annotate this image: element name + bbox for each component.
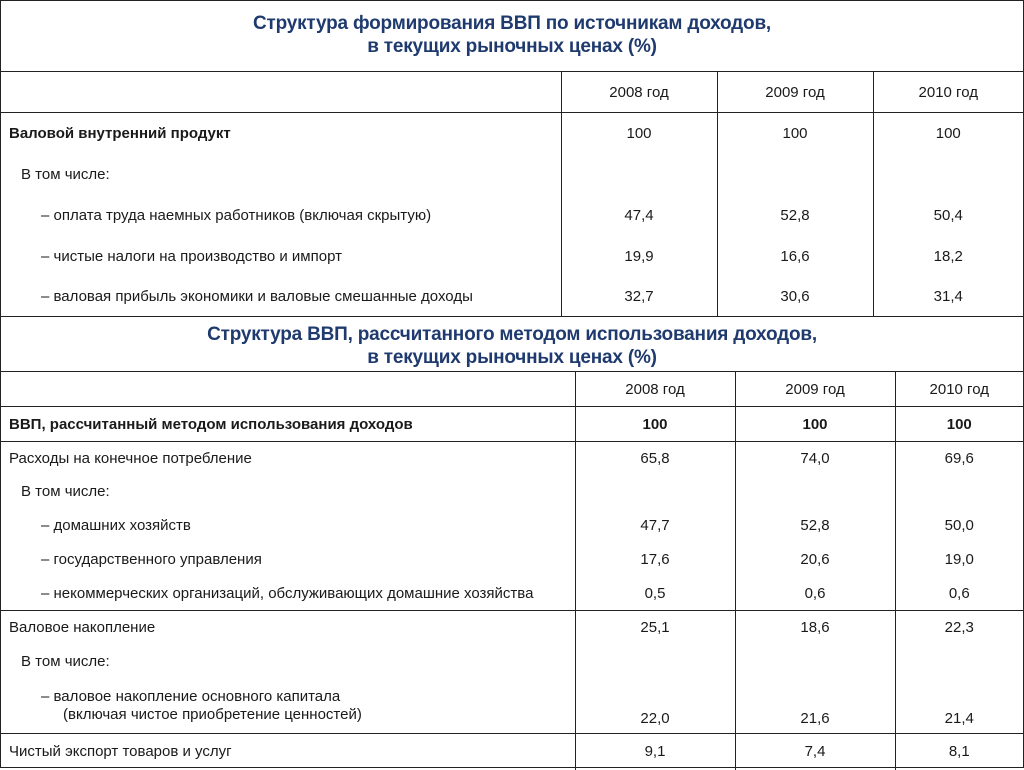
cell-value: 9,1 — [575, 734, 735, 770]
cell-value: 25,1 — [575, 611, 735, 645]
cell-value — [575, 645, 735, 679]
cell-value: 18,2 — [873, 236, 1023, 277]
section2-title — [1, 317, 1023, 369]
cell-value: 22,3 — [895, 611, 1023, 645]
table-row — [1, 645, 1023, 679]
cell-value: 21,6 — [735, 679, 895, 734]
cell-value: 17,6 — [575, 543, 735, 577]
cell-value: 7,4 — [735, 734, 895, 770]
cell-value: 50,4 — [873, 195, 1023, 236]
section1-title-line2: в текущих рыночных ценах (%) — [367, 36, 657, 57]
cell-value: 8,1 — [895, 734, 1023, 770]
section1-table — [1, 71, 1023, 317]
table-row — [1, 734, 1023, 770]
row-label: Расходы на конечное потребление — [1, 442, 575, 475]
cell-value: 22,0 — [575, 679, 735, 734]
cell-value: 74,0 — [735, 442, 895, 475]
cell-value: 47,7 — [575, 509, 735, 543]
section1-year-2009: 2009 год — [717, 72, 873, 113]
cell-value: 19,9 — [561, 236, 717, 277]
table-row — [1, 113, 1023, 154]
row-label: В том числе: — [21, 483, 110, 500]
table-row — [1, 407, 1023, 442]
table-row — [1, 475, 1023, 509]
table-row — [1, 277, 1023, 317]
cell-value: 100 — [873, 113, 1023, 154]
section2-header-row — [1, 372, 1023, 407]
section2-year-2009: 2009 год — [735, 372, 895, 407]
row-label: Валовой внутренний продукт — [9, 124, 231, 142]
section2-header-blank — [1, 372, 575, 407]
row-label: В том числе: — [21, 165, 110, 183]
section1-header-row — [1, 72, 1023, 113]
section1-header-blank — [1, 72, 561, 113]
cell-value: 30,6 — [717, 277, 873, 317]
cell-value — [735, 645, 895, 679]
cell-value: 50,0 — [895, 509, 1023, 543]
section1-title — [1, 12, 1023, 58]
section2-title-box — [1, 316, 1023, 372]
table-row — [1, 509, 1023, 543]
cell-value: 100 — [735, 407, 895, 442]
cell-value: 19,0 — [895, 543, 1023, 577]
table-row — [1, 442, 1023, 475]
cell-value: 21,4 — [895, 679, 1023, 734]
section1-title-line1: Структура формирования ВВП по источникам доходов, — [252, 13, 772, 34]
cell-value: 47,4 — [561, 195, 717, 236]
cell-value: 18,6 — [735, 611, 895, 645]
row-label: – чистые налоги на производство и импорт — [41, 247, 342, 265]
cell-value: 0,5 — [575, 577, 735, 611]
cell-value — [873, 154, 1023, 195]
cell-value — [575, 475, 735, 509]
section1-year-2010: 2010 год — [873, 72, 1023, 113]
section2-table — [1, 371, 1023, 770]
section2-year-2010: 2010 год — [895, 372, 1023, 407]
cell-value: 100 — [717, 113, 873, 154]
table-row — [1, 679, 1023, 734]
cell-value — [735, 475, 895, 509]
cell-value: 65,8 — [575, 442, 735, 475]
cell-value: 0,6 — [895, 577, 1023, 611]
cell-value: 20,6 — [735, 543, 895, 577]
cell-value: 100 — [561, 113, 717, 154]
cell-value — [717, 154, 873, 195]
row-label-line1: – валовое накопление основного капитала — [41, 687, 341, 705]
cell-value: 31,4 — [873, 277, 1023, 317]
row-label: – домашних хозяйств — [41, 517, 191, 534]
cell-value: 100 — [575, 407, 735, 442]
row-label: – некоммерческих организаций, обслуживающих домашние хозяйства — [41, 584, 534, 602]
row-label: Чистый экспорт товаров и услуг — [1, 734, 575, 770]
cell-value: 100 — [895, 407, 1023, 442]
section2-title-line2: в текущих рыночных ценах (%) — [367, 347, 657, 368]
row-label: Валовое накопление — [1, 611, 575, 645]
cell-value: 32,7 — [561, 277, 717, 317]
cell-value — [895, 475, 1023, 509]
row-label-multiline — [1, 679, 575, 734]
row-label: – оплата труда наемных работников (включая скрытую) — [41, 206, 432, 224]
table-row — [1, 154, 1023, 195]
table-row — [1, 236, 1023, 277]
section2-title-line1: Структура ВВП, рассчитанного методом использования доходов, — [207, 324, 817, 345]
row-label: ВВП, рассчитанный методом использования доходов — [9, 415, 413, 433]
row-label-line2: (включая чистое приобретение ценностей) — [63, 705, 362, 723]
row-label: – валовая прибыль экономики и валовые смешанные доходы — [41, 288, 473, 305]
cell-value: 52,8 — [735, 509, 895, 543]
table-row — [1, 195, 1023, 236]
row-label: – государственного управления — [41, 551, 262, 568]
cell-value — [895, 645, 1023, 679]
cell-value: 16,6 — [717, 236, 873, 277]
section1-year-2008: 2008 год — [561, 72, 717, 113]
row-label: В том числе: — [21, 653, 110, 670]
table-row — [1, 543, 1023, 577]
section2-year-2008: 2008 год — [575, 372, 735, 407]
table-row — [1, 611, 1023, 645]
cell-value: 69,6 — [895, 442, 1023, 475]
cell-value — [561, 154, 717, 195]
table-row — [1, 577, 1023, 611]
cell-value: 0,6 — [735, 577, 895, 611]
cell-value: 52,8 — [717, 195, 873, 236]
